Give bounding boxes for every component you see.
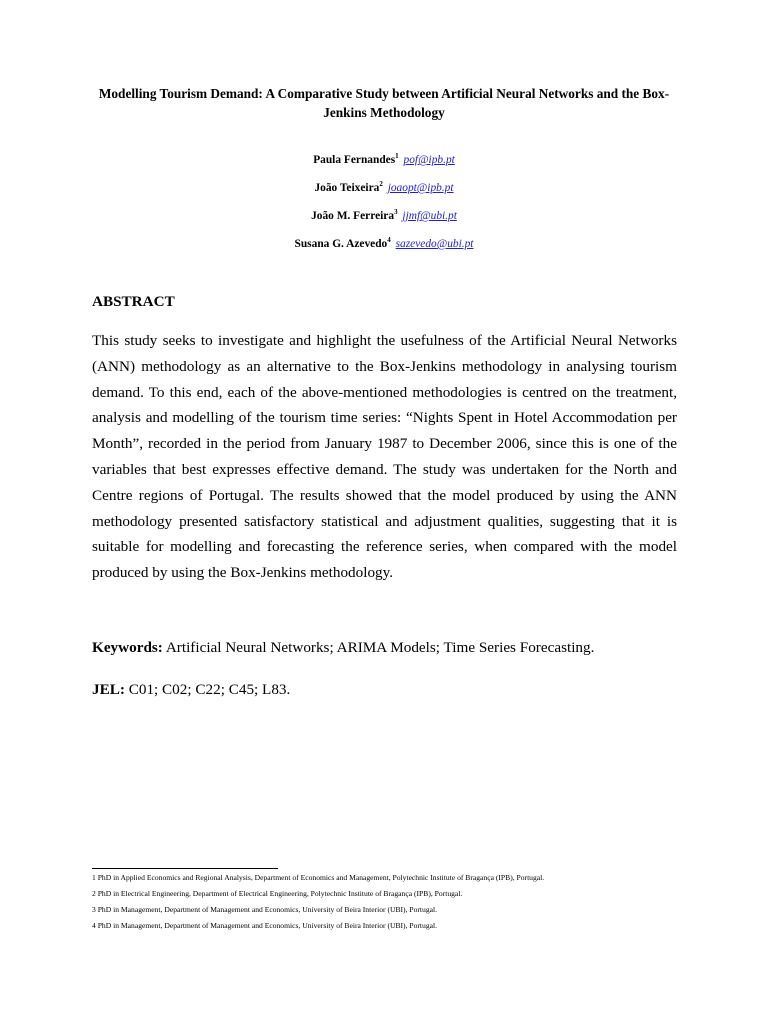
author-line <box>0 209 768 223</box>
author-name: Paula Fernandes <box>313 154 396 166</box>
author-footnote-marker: 2 <box>379 180 383 189</box>
author-email-link[interactable]: jjmf@ubi.pt <box>402 210 457 222</box>
author-footnote-marker: 1 <box>395 152 399 161</box>
footnote: 1 PhD in Applied Economics and Regional Analysis, Department of Economics and Management, Polytechnic Institute of Bragança (IPB), Portugal. <box>92 873 545 882</box>
author-footnote-marker: 4 <box>387 236 391 245</box>
author-email-link[interactable]: joaopt@ipb.pt <box>387 182 454 194</box>
author-email-link[interactable]: sazevedo@ubi.pt <box>395 238 474 250</box>
footnote-separator <box>92 868 278 869</box>
jel-line <box>92 680 682 700</box>
footnote: 3 PhD in Management, Department of Management and Economics, University of Beira Interior (UBI), Portugal. <box>92 905 438 914</box>
abstract-heading: ABSTRACT <box>92 293 175 310</box>
author-name: João Teixeira <box>314 182 380 194</box>
keywords-label: Keywords: <box>92 639 163 656</box>
author-line <box>0 153 768 167</box>
author-footnote-marker: 3 <box>394 208 398 217</box>
author-name: Susana G. Azevedo <box>294 238 388 250</box>
jel-text: C01; C02; C22; C45; L83. <box>128 681 291 698</box>
keywords-line <box>92 638 682 658</box>
abstract-text: This study seeks to investigate and highlight the usefulness of the Artificial Neural Networks (ANN) methodology as an alternative to the Box-Jenkins methodology in analysing tourism demand. To this end, each of the above-mentioned methodologies is centred on the treatment, analysis and modelling of the tourism time series: “Nights Spent in Hotel Accommodation per Month”, recorded in the period from January 1987 to December 2006, since this is one of the variables that best expresses effective demand. The study was undertaken for the North and Centre regions of Portugal. The results showed that the model produced by using the ANN methodology presented satisfactory statistical and adjustment qualities, suggesting that it is suitable for modelling and forecasting the reference series, when compared with the model produced by using the Box-Jenkins methodology. <box>92 332 677 582</box>
footnote: 4 PhD in Management, Department of Management and Economics, University of Beira Interior (UBI), Portugal. <box>92 921 438 930</box>
author-line <box>0 181 768 195</box>
footnote: 2 PhD in Electrical Engineering, Department of Electrical Engineering, Polytechnic Institute of Bragança (IPB), Portugal. <box>92 889 463 898</box>
keywords-text: Artificial Neural Networks; ARIMA Models; Time Series Forecasting. <box>165 639 595 656</box>
author-name: João M. Ferreira <box>311 210 395 222</box>
author-email-link[interactable]: pof@ipb.pt <box>403 154 455 166</box>
paper-title: Modelling Tourism Demand: A Comparative Study between Artificial Neural Networks and the Box-Jenkins Methodology <box>98 86 670 120</box>
jel-label: JEL: <box>92 681 125 698</box>
author-line <box>0 237 768 251</box>
